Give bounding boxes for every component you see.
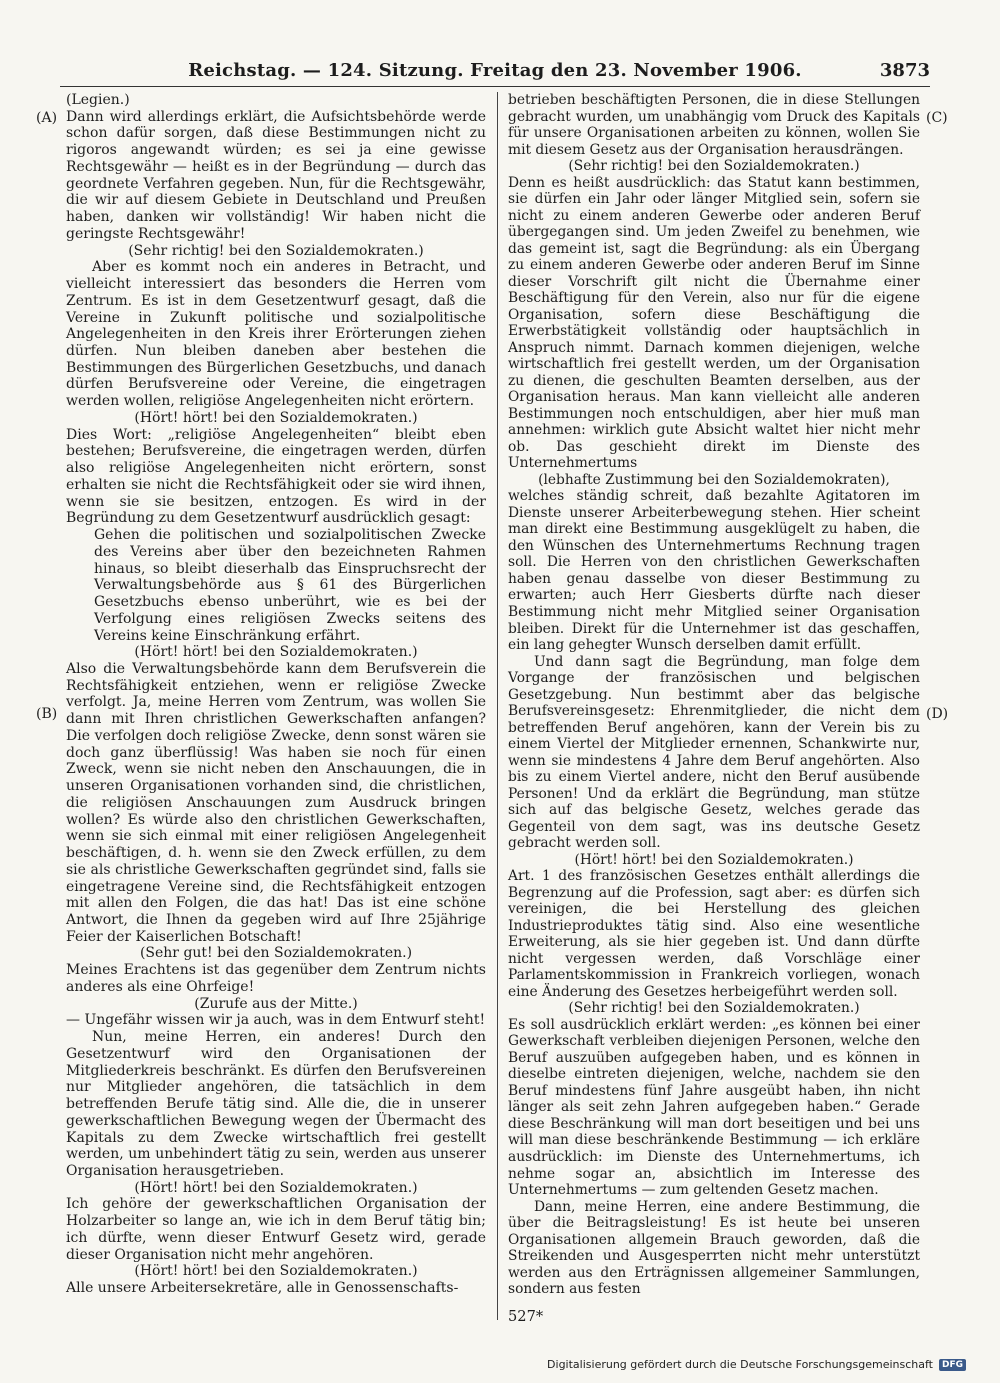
paragraph: Also die Verwaltungsbehörde kann dem Berufsverein die Rechtsfähigkeit entziehen, wenn er religiöse Zwecke verfolgt. Ja, meine Herren vom Zentrum, was wollen Sie dann mit Ihren christlichen Gewerkschaften anfangen? Die verfolgen doch religiöse Zwecke, denn sonst wären sie doch ganz überflüssig! Was haben sie noch für einen Zweck, wenn sie nicht neben den Anschauungen, die in unseren Organisationen vorhanden sind, die christlichen, die religiösen Anschauungen zum Ausdruck bringen wollen? Es würde also den christlichen Gewerkschaften, wenn sie sich einmal mit einer religiösen Angelegenheit beschäftigen, d. h. wenn sie den Zweck erfüllen, zu dem sie als christliche Gewerkschaften gegründet sind, falls sie eingetragene Vereine sind, die Rechtsfähigkeit entzogen mit allen den Folgen, die das hat! Das ist eine schöne Antwort, die Ihnen da gegeben wird auf Ihre 25jährige Feier der Kaiserlichen Botschaft! [66, 660, 486, 945]
paragraph: (Hört! hört! bei den Sozialdemokraten.) [134, 409, 418, 426]
margin-mark-c: (C) [926, 110, 948, 126]
paragraph: Ich gehöre der gewerkschaftlichen Organisation der Holzarbeiter so lange an, wie ich in dem Beruf tätig bin; ich dürfte, wenn dieser Entwurf Gesetz wird, gerade dieser Organisation nicht mehr angehören. [66, 1196, 486, 1263]
page-number: 3873 [879, 60, 930, 81]
running-title: Reichstag. — 124. Sitzung. Freitag den 23. November 1906. [188, 60, 802, 81]
paragraph: (Zurufe aus der Mitte.) [194, 995, 358, 1012]
footer-text: Digitalisierung gefördert durch die Deutsche Forschungsgemeinschaft [547, 1358, 933, 1371]
paragraph: (Sehr richtig! bei den Sozialdemokraten.) [568, 158, 860, 175]
dfg-logo: DFG [939, 1359, 966, 1371]
paragraph: Art. 1 des französischen Gesetzes enthält allerdings die Begrenzung auf die Profession, sagt aber: es dürfen sich vereinigen, die bei Herstellung des gleichen Industrieproduktes tätig sind. Also eine wesentliche Erweiterung, als sie hier gegeben ist. Und dann dürfte nicht vergessen werden, daß Vorschläge einer Parlamentskommission in Frankreich vorliegen, wonach eine Änderung des Gesetzes herbeigeführt werden soll. [508, 868, 920, 1000]
margin-mark-d: (D) [926, 706, 949, 722]
signature-block [508, 1308, 920, 1325]
paragraph: (lebhafte Zustimmung bei den Sozialdemokraten), [538, 471, 890, 488]
paragraph: — Ungefähr wissen wir ja auch, was in dem Entwurf steht! [66, 1012, 486, 1029]
paragraph: Und dann sagt die Begründung, man folge dem Vorgange der französischen und belgischen Gesetzgebung. Nun bestimmt aber das belgische Berufsvereinsgesetz: Ehrenmitglieder, die nicht dem betreffenden Beruf angehören, kann der Verein bis zu einem Viertel der Mitglieder ernennen, Schankwirte nur, wenn sie mindestens 4 Jahre dem Beruf angehörten. Also bis zu einem Viertel andere, nicht den Beruf ausübende Personen! Und da erklärt die Begründung, man stütze sich auf das belgische Gesetz, welches gerade das Gegenteil von dem sagt, was ins deutsche Gesetz gebracht werden soll. [508, 653, 920, 852]
paragraph: Denn es heißt ausdrücklich: das Statut kann bestimmen, sie dürfen ein Jahr oder länger Mitglied sein, sofern sie nicht zu einem anderen Gewerbe oder anderen Beruf übergegangen sind. Um jeden Zweifel zu benehmen, wie das gemeint ist, sagt die Begründung: als ein Übergang zu einem anderen Gewerbe oder anderen Beruf im Sinne dieser Vorschrift gilt nicht die Übernahme einer Beschäftigung für den Verein, also nur für die eigene Organisation, sofern diese Beschäftigung die Erwerbstätigkeit vollständig oder hauptsächlich in Anspruch nimmt. Darnach kommen diejenigen, welche wirtschaftlich frei gestellt werden, um der Organisation zu dienen, die geschulten Beamten derselben, aus der Organisation heraus. Man kann vielleicht alle anderen Bestimmungen noch entschuldigen, aber hier muß man annehmen: wirklich gute Absicht waltet hier nicht mehr ob. Das geschieht direkt im Dienste des Unternehmertums [508, 174, 920, 472]
paragraph: Es soll ausdrücklich erklärt werden: „es können bei einer Gewerkschaft verbleiben diejenigen Personen, welche den Beruf auszuüben aufgegeben haben, und es können in dieselbe eintreten diejenigen, welche, nachdem sie den Beruf mindestens fünf Jahre ausgeübt haben, ihn nicht länger als seit zehn Jahren aufgegeben haben.“ Gerade diese Beschränkung will man dort beseitigen und bei uns will man diese beschränkende Bestimmung — ich erkläre ausdrücklich: im Dienste des Unternehmertums, ich nehme sogar an, absichtlich im Interesse des Unternehmertums — zum geltenden Gesetz machen. [508, 1016, 920, 1199]
paragraph: (Hört! hört! bei den Sozialdemokraten.) [574, 851, 854, 868]
paragraph: (Legien.) [66, 92, 130, 108]
paragraph: (Sehr gut! bei den Sozialdemokraten.) [139, 945, 413, 962]
paragraph: (Hört! hört! bei den Sozialdemokraten.) [134, 644, 418, 661]
column-divider [497, 92, 498, 1320]
paragraph: (Sehr richtig! bei den Sozialdemokraten.) [568, 1000, 860, 1017]
signature-mark: 527* [508, 1308, 544, 1325]
right-column [508, 92, 920, 1298]
paragraph: Nun, meine Herren, ein anderes! Durch den Gesetzentwurf wird den Organisationen der Mitgliederkreis beschränkt. Es dürfen den Berufsvereinen nur Mitglieder angehören, die tatsächlich in dem betreffenden Berufe tätig sind. Alle die, die in unserer gewerkschaftlichen Bewegung wegen der Übermacht des Kapitals zu dem Zwecke wirtschaftlich frei gestellt werden, um unbehindert tätig zu sein, werden aus unserer Organisation herausgetrieben. [66, 1029, 486, 1179]
footer [547, 1358, 966, 1371]
paragraph: Dann, meine Herren, eine andere Bestimmung, die über die Beitragsleistung! Es ist heute bei unseren Organisationen allgemein Brauch geworden, daß die Streikenden und Ausgesperrten nicht mehr unterstützt werden aus den Erträgnissen allgemeiner Sammlungen, sondern aus festen [508, 1198, 920, 1298]
paragraph: (Sehr richtig! bei den Sozialdemokraten.) [128, 242, 424, 259]
margin-mark-b: (B) [36, 706, 58, 722]
page-header [60, 60, 930, 87]
margin-mark-a: (A) [36, 110, 58, 126]
left-column [66, 92, 486, 1297]
paragraph: Dies Wort: „religiöse Angelegenheiten“ bleibt eben bestehen; Berufsvereine, die eingetragen werden, dürfen also religiöse Angelegenheiten nicht erörtern, sonst erhalten sie nicht die Rechtsfähigkeit oder sie wird ihnen, wenn sie sie besitzen, entzogen. Es wird in der Begründung zu dem Gesetzentwurf ausdrücklich gesagt: [66, 426, 486, 527]
paragraph: Aber es kommt noch ein anderes in Betracht, und vielleicht interessiert das besonders die Herren vom Zentrum. Es ist in dem Gesetzentwurf gesagt, daß die Vereine in Zukunft politische und sozialpolitische Angelegenheiten in den Kreis ihrer Erörterungen ziehen dürfen. Nun bleiben daneben aber bestehen die Bestimmungen des Bürgerlichen Gesetzbuchs, und danach dürfen Berufsvereine oder Vereine, die eingetragen werden wollen, religiöse Angelegenheiten nicht erörtern. [66, 259, 486, 410]
paragraph: Meines Erachtens ist das gegenüber dem Zentrum nichts anderes als eine Ohrfeige! [66, 962, 486, 995]
paragraph: welches ständig schreit, daß bezahlte Agitatoren im Dienste unserer Arbeiterbewegung stehen. Hier scheint man direkt eine Bestimmung ausgeklügelt zu haben, die den Wünschen des Unternehmertums Rechnung tragen soll. Die Herren von den christlichen Gewerkschaften haben genau dasselbe von dieser Bestimmung zu erwarten; auch Herr Giesberts dürfte nach dieser Bestimmung nicht mehr Mitglied seiner Organisation bleiben. Direkt für die Unternehmer ist das geschaffen, ein lang gehegter Wunsch derselben damit erfüllt. [508, 488, 920, 654]
paragraph: (Hört! hört! bei den Sozialdemokraten.) [134, 1263, 418, 1280]
paragraph: betrieben beschäftigten Personen, die in diese Stellungen gebracht wurden, um unabhängig vom Druck des Kapitals für unsere Organisationen arbeiten zu können, wollen Sie mit diesem Gesetz aus der Organisation herausdrängen. [508, 92, 920, 158]
paragraph: Dann wird allerdings erklärt, die Aufsichtsbehörde werde schon dafür sorgen, daß diese Bestimmungen nicht zu rigoros angewandt würden; es sei ja eine gewisse Rechtsgewähr — heißt es in der Begründung — durch das geordnete Verfahren gegeben. Nun, für die Rechtsgewähr, die wir auf diesem Gebiete in Deutschland und Preußen haben, danken wir vollständig! Wir haben nicht die geringste Rechtsgewähr! [66, 108, 486, 242]
paragraph: Gehen die politischen und sozialpolitischen Zwecke des Vereins aber über den bezeichneten Rahmen hinaus, so bleibt dieserhalb das Einspruchsrecht der Verwaltungsbehörde aus § 61 des Bürgerlichen Gesetzbuchs ebenso unberührt, wie es bei der Verfolgung eines religiösen Zwecks seitens des Vereins keine Einschränkung erfährt. [94, 527, 486, 644]
paragraph: (Hört! hört! bei den Sozialdemokraten.) [134, 1179, 418, 1196]
paragraph: Alle unsere Arbeitersekretäre, alle in Genossenschafts- [66, 1280, 459, 1297]
